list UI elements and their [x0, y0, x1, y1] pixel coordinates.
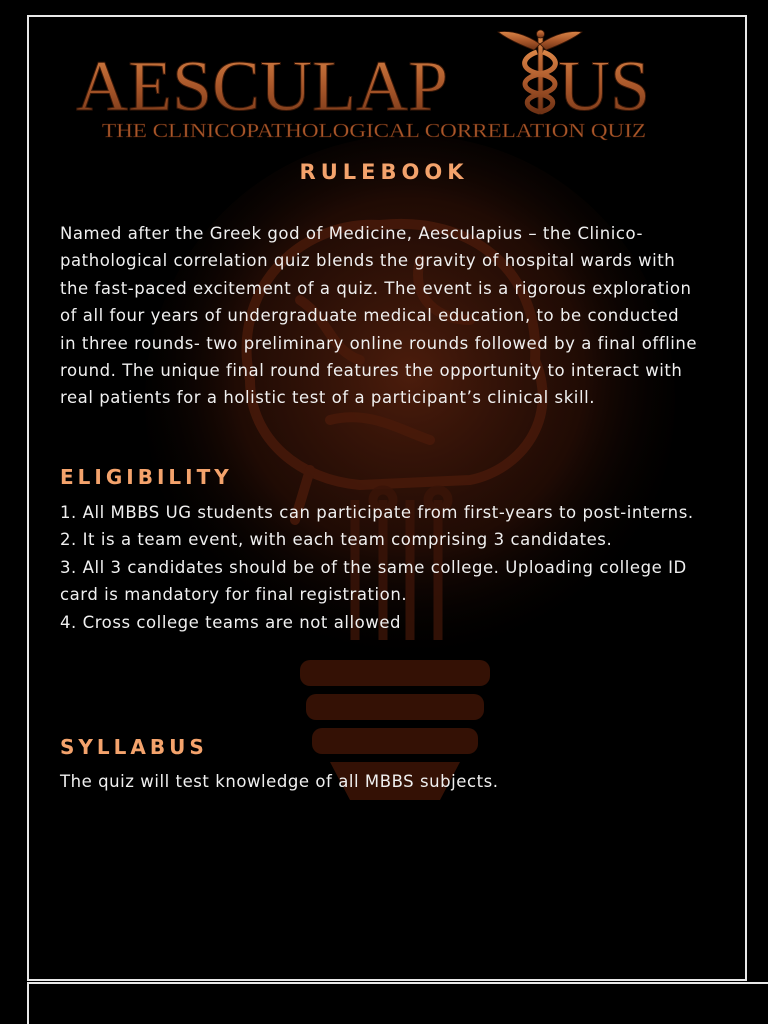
syllabus-heading: SYLLABUS: [60, 735, 208, 759]
list-item: 1. All MBBS UG students can participate from first-years to post-interns.: [60, 503, 694, 522]
intro-paragraph: Named after the Greek god of Medicine, Aesculapius – the Clinico-pathological correlation quiz blends the gravity of hospital wards with the fast-paced excitement of a quiz. The event is a rigorous exploration of all four years of undergraduate medical education, to be conducted in three rounds- two preliminary online rounds followed by a final offline round. The unique final round features the opportunity to interact with real patients for a holistic test of a participant’s clinical skill.: [60, 224, 698, 408]
rulebook-heading: RULEBOOK: [299, 160, 469, 184]
list-item: 2. It is a team event, with each team comprising 3 candidates.: [60, 530, 613, 550]
eligibility-list: [60, 499, 700, 636]
left-edge-line: [27, 982, 29, 1024]
list-item: 4. Cross college teams are not allowed: [60, 612, 402, 632]
logo-title-right: US: [558, 46, 651, 120]
logo-subtitle-text: THE CLINICOPATHOLOGICAL CORRELATION QUIZ: [102, 121, 646, 142]
logo-title-left: AESCULAP: [76, 46, 449, 120]
eligibility-heading: ELIGIBILITY: [60, 465, 233, 489]
list-item: 3. All 3 candidates should be of the same college. Uploading college ID card is mandatory for final registration.: [60, 557, 687, 605]
logo-subtitle: [102, 118, 650, 144]
event-logo: [70, 28, 680, 120]
bottom-divider: [27, 982, 768, 984]
syllabus-text: The quiz will test knowledge of all MBBS subjects.: [60, 772, 499, 791]
